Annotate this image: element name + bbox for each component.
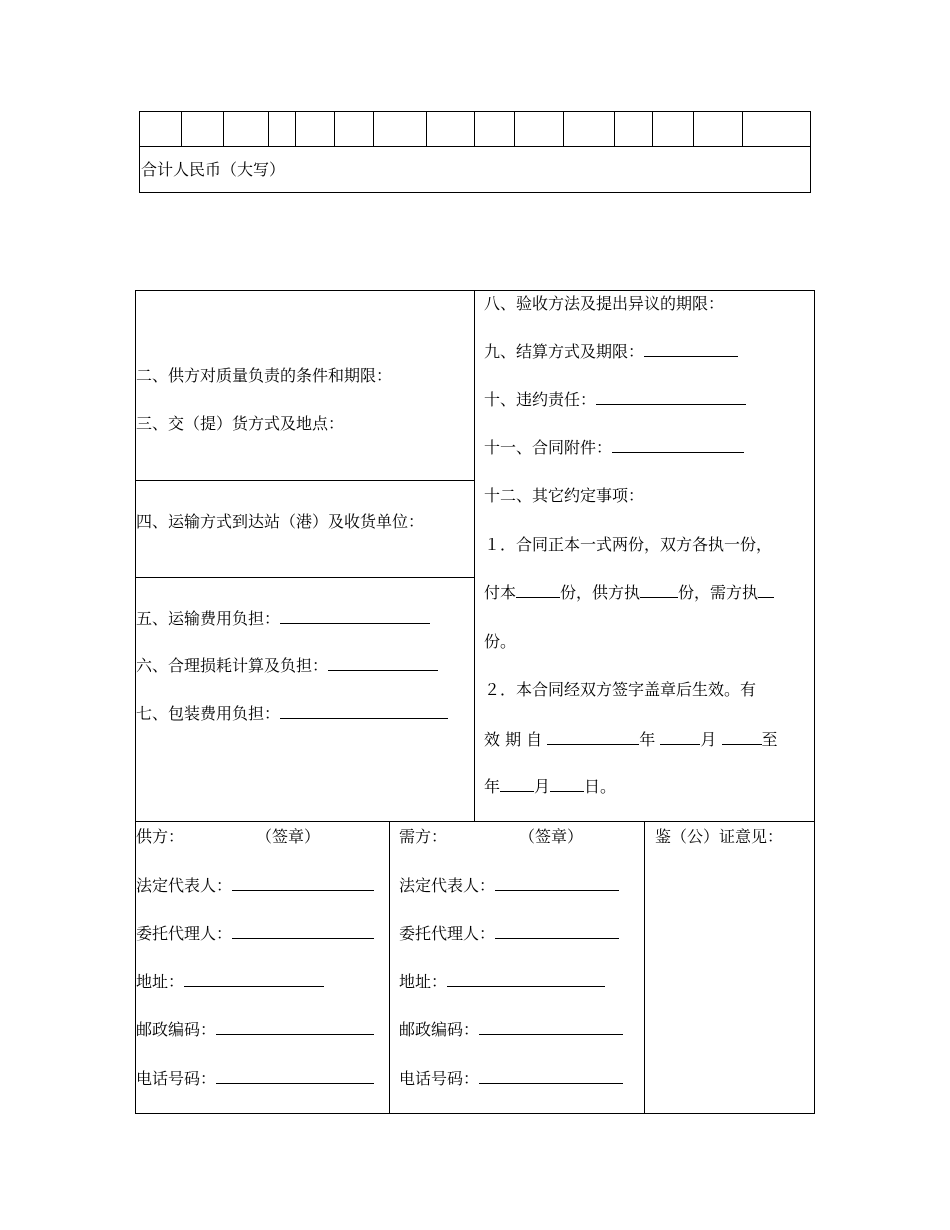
buyer-address: 地址： bbox=[399, 972, 605, 992]
clause-8: 八、验收方法及提出异议的期限： bbox=[484, 294, 725, 313]
blank-line[interactable] bbox=[550, 777, 584, 792]
clause-9: 九、结算方式及期限： bbox=[484, 342, 738, 362]
blank-line[interactable] bbox=[280, 609, 430, 624]
blank-line[interactable] bbox=[640, 583, 678, 598]
blank-line[interactable] bbox=[184, 972, 324, 987]
buyer-legal-rep: 法定代表人： bbox=[399, 876, 619, 896]
blank-line[interactable] bbox=[479, 1020, 623, 1035]
clause-2: 二、供方对质量负责的条件和期限： bbox=[136, 366, 393, 385]
blank-line[interactable] bbox=[232, 924, 374, 939]
clause-12-1-line3: 份。 bbox=[484, 632, 517, 651]
buyer-seal: （签章） bbox=[519, 827, 584, 846]
clause-12-2-line3: 年 月 日。 bbox=[484, 777, 617, 796]
clause-3: 三、交（提）货方式及地点： bbox=[136, 414, 345, 433]
clause-12-1-line2: 付本 份，供方执 份，需方执 bbox=[484, 583, 774, 603]
blank-line[interactable] bbox=[644, 342, 738, 357]
supplier-agent: 委托代理人： bbox=[136, 924, 374, 944]
blank-line[interactable] bbox=[232, 876, 374, 891]
total-rmb-label: 合计人民币（大写） bbox=[141, 160, 286, 179]
clause-12-2-line2: 效 期 自 年 月 至 bbox=[484, 730, 778, 749]
blank-line[interactable] bbox=[447, 972, 605, 987]
blank-line[interactable] bbox=[660, 730, 700, 745]
blank-line[interactable] bbox=[479, 1069, 623, 1084]
clause-6: 六、合理损耗计算及负担： bbox=[136, 656, 438, 676]
buyer-postcode: 邮政编码： bbox=[399, 1020, 623, 1040]
supplier-phone: 电话号码： bbox=[136, 1069, 374, 1089]
clause-12-1-line1: １．合同正本一式两份，双方各执一份， bbox=[484, 535, 773, 554]
blank-line[interactable] bbox=[547, 730, 639, 745]
notary-opinion-label: 鉴（公）证意见： bbox=[655, 827, 784, 846]
blank-line[interactable] bbox=[516, 583, 560, 598]
supplier-address: 地址： bbox=[136, 972, 324, 992]
blank-line[interactable] bbox=[280, 704, 448, 719]
blank-line[interactable] bbox=[328, 656, 438, 671]
blank-line[interactable] bbox=[495, 924, 619, 939]
clause-5: 五、运输费用负担： bbox=[136, 609, 430, 629]
blank-line[interactable] bbox=[758, 583, 774, 598]
supplier-postcode: 邮政编码： bbox=[136, 1020, 374, 1040]
blank-line[interactable] bbox=[596, 390, 746, 405]
blank-line[interactable] bbox=[722, 730, 762, 745]
blank-line[interactable] bbox=[500, 777, 534, 792]
clause-12: 十二、其它约定事项： bbox=[484, 486, 645, 505]
clause-12-2-line1: ２．本合同经双方签字盖章后生效。有 bbox=[484, 680, 757, 699]
supplier-legal-rep: 法定代表人： bbox=[136, 876, 374, 896]
blank-line[interactable] bbox=[495, 876, 619, 891]
buyer-phone: 电话号码： bbox=[399, 1069, 623, 1089]
clause-10: 十、违约责任： bbox=[484, 390, 746, 410]
blank-line[interactable] bbox=[216, 1069, 374, 1084]
buyer-agent: 委托代理人： bbox=[399, 924, 619, 944]
clause-4: 四、运输方式到达站（港）及收货单位： bbox=[136, 512, 425, 531]
buyer-title: 需方： bbox=[399, 827, 448, 846]
clause-11: 十一、合同附件： bbox=[484, 438, 744, 458]
blank-line[interactable] bbox=[216, 1020, 374, 1035]
supplier-seal: （签章） bbox=[256, 827, 321, 846]
supplier-title: 供方： bbox=[136, 827, 185, 846]
blank-line[interactable] bbox=[612, 438, 744, 453]
clause-7: 七、包装费用负担： bbox=[136, 704, 448, 724]
